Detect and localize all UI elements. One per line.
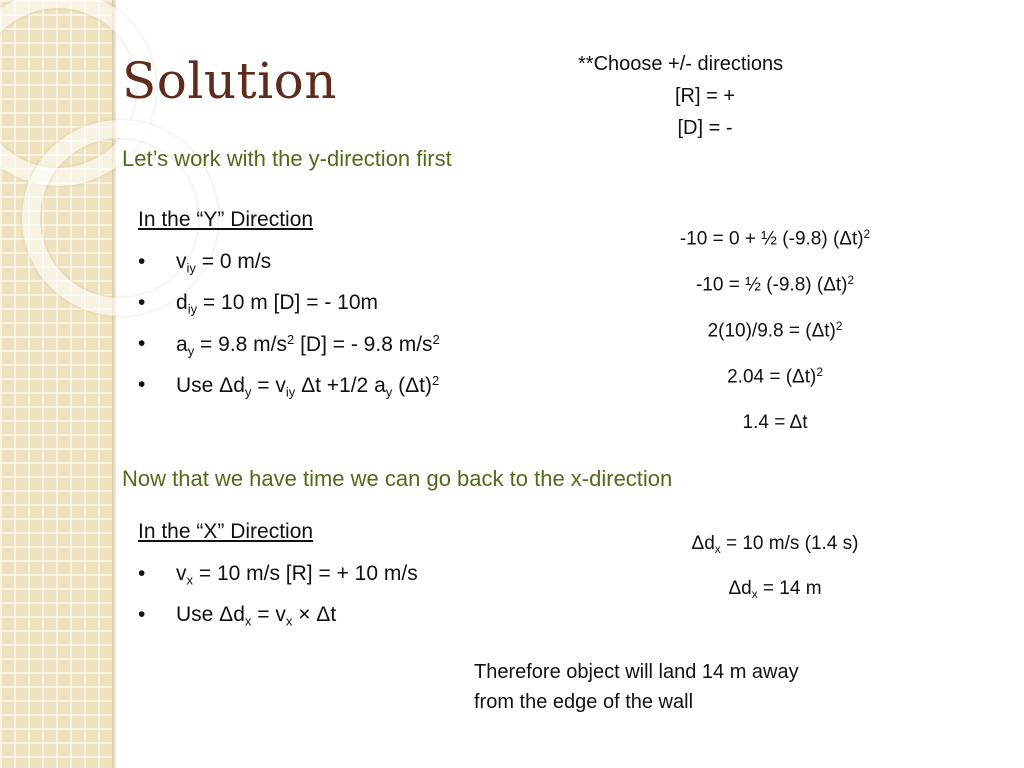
direction-note-line: **Choose +/- directions xyxy=(578,53,784,75)
equation-step: $2(10)/9.8 = (\Delta t)^2$ xyxy=(707,320,843,342)
slide-title: Solution xyxy=(122,52,337,110)
bullet-dot: • xyxy=(138,562,146,585)
bullet-initial-velocity-y: • $v_{iy} = 0$ m/s xyxy=(138,250,272,276)
conclusion-line: Therefore object will land 14 m away xyxy=(474,661,799,683)
equation-step: $\Delta d_x = 14$ m xyxy=(728,578,822,602)
y-direction-block xyxy=(138,208,440,414)
x-block-heading: In the “X” Direction xyxy=(138,520,314,543)
conclusion-text xyxy=(474,657,894,717)
x-equation-steps xyxy=(600,533,950,623)
bullet-dot: • xyxy=(138,291,146,314)
y-equation-steps xyxy=(600,228,950,458)
direction-note-down: [D] = - xyxy=(677,117,733,139)
x-section-heading: Now that we have time we can go back to the x-direction xyxy=(122,466,673,491)
bullet-dot: • xyxy=(138,250,146,273)
bullet-dot: • xyxy=(138,603,146,626)
equation-step: $2.04 = (\Delta t)^2$ xyxy=(727,366,823,388)
bullet-displacement-y: • $d_{iy} = 10$ m [D] = - 10m xyxy=(138,291,378,317)
bullet-velocity-x: • $v_x = 10$ m/s [R] = + 10 m/s xyxy=(138,562,418,588)
bullet-acceleration-y: • $a_y = 9.8$ $m/s^2$ [D] = - 9.8 $m/s^2$ xyxy=(138,332,440,359)
equation-step: -10 = 0 + ½ (-9.8) $(\Delta t)^2$ xyxy=(679,228,871,250)
direction-note xyxy=(560,48,850,144)
equation-step: $\Delta d_x = 10$ m/s (1.4 s) xyxy=(691,533,859,557)
bullet-dot: • xyxy=(138,373,146,396)
y-section-heading: Let’s work with the y-direction first xyxy=(122,146,452,171)
bullet-use-equation-x: • Use $\Delta d_x = v_x \times \Delta t$ xyxy=(138,603,337,629)
bullet-dot: • xyxy=(138,332,146,355)
conclusion-line: from the edge of the wall xyxy=(474,691,694,713)
equation-step: -10 = ½ (-9.8) $(\Delta t)^2$ xyxy=(695,274,855,296)
bullet-use-equation-y: • Use $\Delta d_y = v_{iy}$ Δt +1/2 $a_y$ $(\Delta t)^2$ xyxy=(138,373,440,400)
equation-step: 1.4 = Δt xyxy=(742,412,808,433)
direction-note-right: [R] = + xyxy=(674,85,736,107)
x-direction-block xyxy=(138,520,418,644)
y-block-heading: In the “Y” Direction xyxy=(138,208,314,231)
